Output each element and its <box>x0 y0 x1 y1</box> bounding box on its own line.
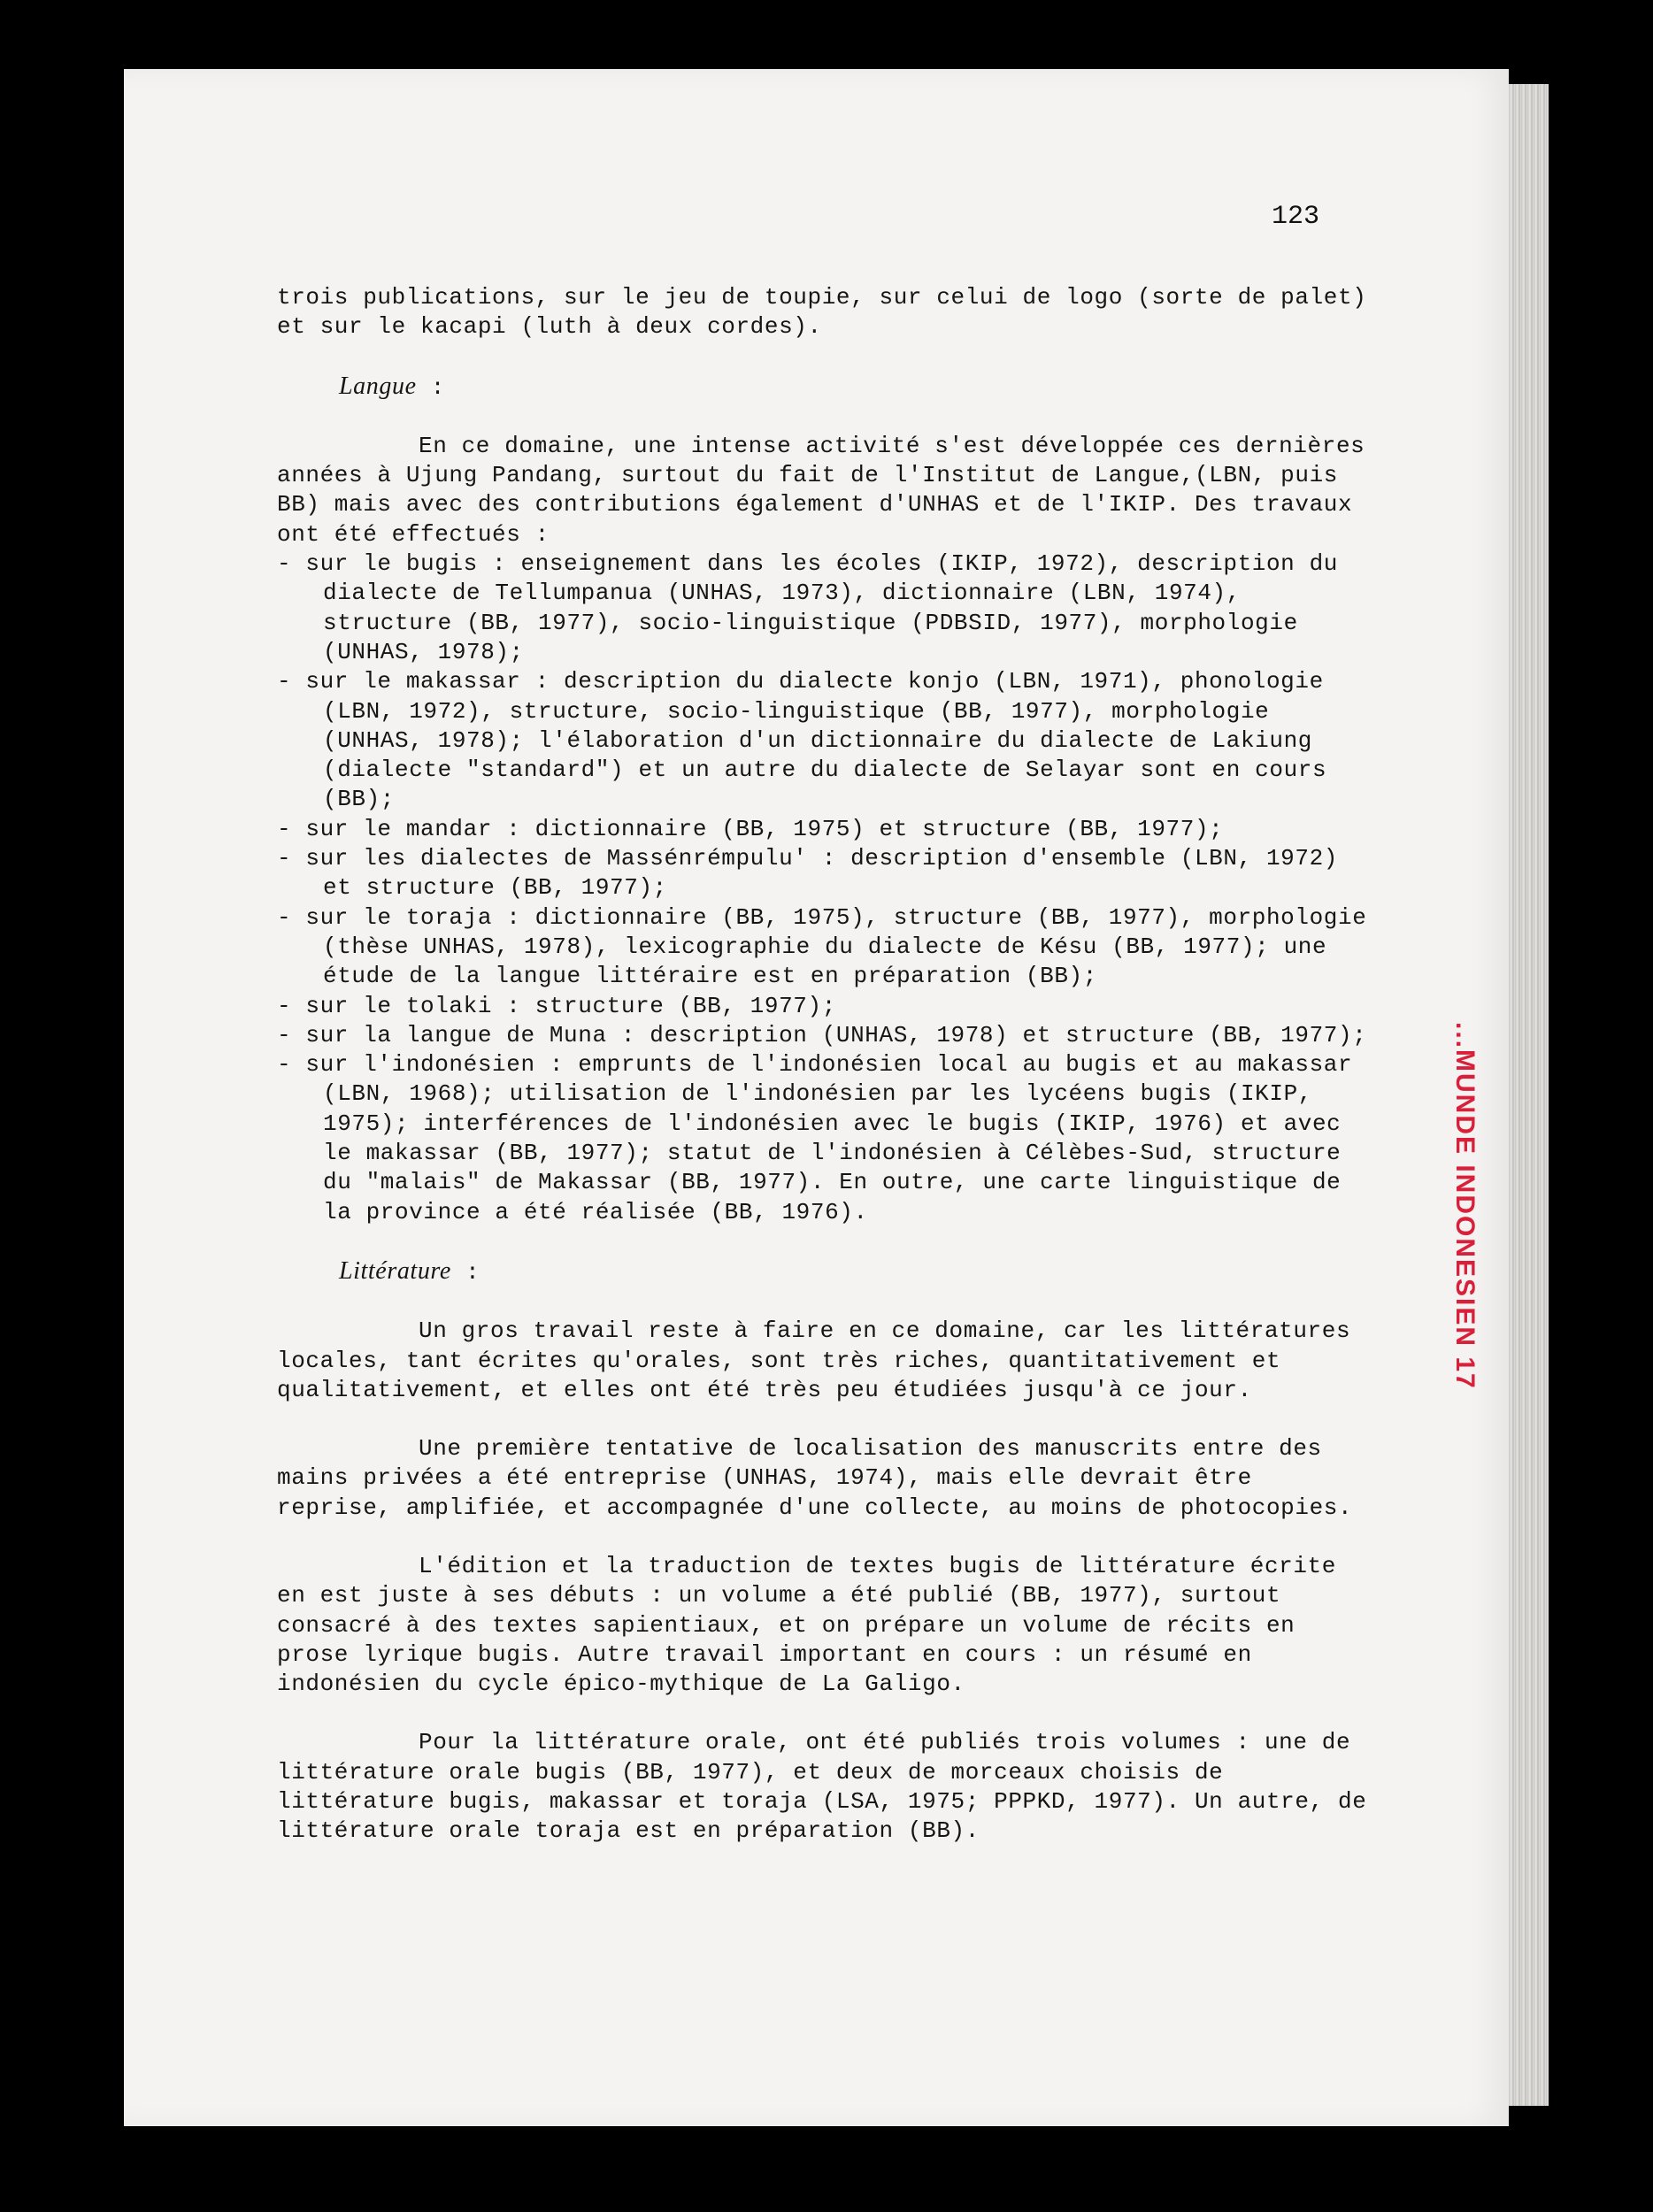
list-item: - sur l'indonésien : emprunts de l'indonésien local au bugis et au makassar (LBN, 1968); utilisation de l'indonésien par les lycéens bugis (IKIP, 1975); interférences de l'indonésien avec le bugis (IKIP, 1976) et avec le makassar (BB, 1977); statut de l'indonésien à Célèbes-Sud, structure du "malais" de Makassar (BB, 1977). En outre, une carte linguistique de la province a été réalisée (BB, 1976). <box>277 1051 1353 1225</box>
paragraph: Pour la littérature orale, ont été publiés trois volumes : une de littérature orale bugis (BB, 1977), et deux de morceaux choisis de littérature bugis, makassar et toraja (LSA, 1975; PPPKD, 1977). Un autre, de littérature orale toraja est en préparation (BB). <box>277 1729 1367 1845</box>
side-stamp-text: ...MUNDE INDONESIEN 17 <box>1450 1022 1480 1390</box>
section-heading-litterature: Littérature : <box>339 1256 481 1286</box>
page-body <box>277 283 1379 1847</box>
paragraph: trois publications, sur le jeu de toupie, sur celui de logo (sorte de palet) et sur le kacapi (luth à deux cordes). <box>277 284 1367 341</box>
list-item: - sur le mandar : dictionnaire (BB, 1975) et structure (BB, 1977); <box>277 815 1224 842</box>
paragraph: Une première tentative de localisation des manuscrits entre des mains privées a été entreprise (UNHAS, 1974), mais elle devrait être reprise, amplifiée, et accompagnée d'une collecte, au moins de photocopies. <box>277 1435 1353 1521</box>
list-item: - sur la langue de Muna : description (UNHAS, 1978) et structure (BB, 1977); <box>277 1021 1367 1048</box>
list-item: - sur les dialectes de Massénrémpulu' : description d'ensemble (LBN, 1972) et structure (BB, 1977); <box>277 845 1338 902</box>
page-edge <box>1509 84 1549 2106</box>
list-item: - sur le makassar : description du dialecte konjo (LBN, 1971), phonologie (LBN, 1972), structure, socio-linguistique (BB, 1977), morphologie (UNHAS, 1978); l'élaboration d'un dictionnaire du dialecte de Lakiung (dialecte "standard") et un autre du dialecte de Selayar sont en cours (BB); <box>277 668 1327 813</box>
paragraph: Un gros travail reste à faire en ce domaine, car les littératures locales, tant écrites qu'orales, sont très riches, quantitativement et qualitativement, et elles ont été très peu étudiées jusqu'à ce jour. <box>277 1317 1351 1403</box>
paragraph: L'édition et la traduction de textes bugis de littérature écrite en est juste à ses débuts : un volume a été publié (BB, 1977), surtout consacré à des textes sapientiaux, et on prépare un volume de récits en prose lyrique bugis. Autre travail important en cours : un résumé en indonésien du cycle épico-mythique de La Galigo. <box>277 1552 1336 1698</box>
page-number: 123 <box>1272 202 1320 232</box>
list-item: - sur le tolaki : structure (BB, 1977); <box>277 992 836 1019</box>
list-item: - sur le bugis : enseignement dans les écoles (IKIP, 1972), description du dialecte de Tellumpanua (UNHAS, 1973), dictionnaire (LBN, 1974), structure (BB, 1977), socio-linguistique (PDBSID, 1977), morphologie (UNHAS, 1978); <box>277 550 1338 665</box>
section-heading-langue: Langue : <box>339 372 446 401</box>
list-item: - sur le toraja : dictionnaire (BB, 1975), structure (BB, 1977), morphologie (thèse UNHAS, 1978), lexicographie du dialecte de Késu (BB, 1977); une étude de la langue littéraire est en préparation (BB); <box>277 903 1367 990</box>
paragraph: En ce domaine, une intense activité s'est développée ces dernières années à Ujung Pandang, surtout du fait de l'Institut de Langue,(LBN, puis BB) mais avec des contributions également d'UNHAS et de l'IKIP. Des travaux ont été effectués : <box>277 432 1365 548</box>
